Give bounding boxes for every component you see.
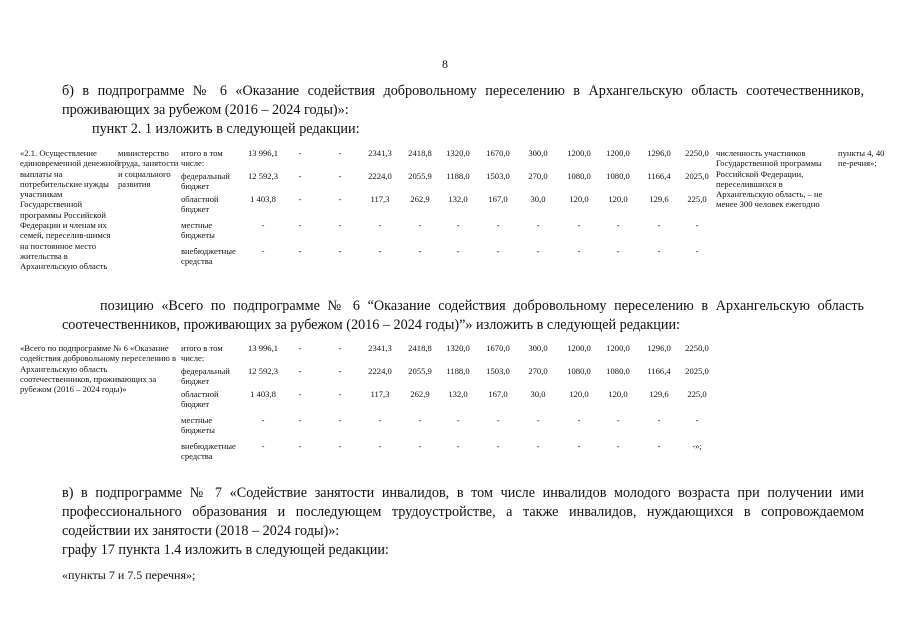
row-cell: - [418,246,422,256]
row-cell: - [496,441,500,451]
row-cell: - [298,366,302,376]
row-label: местные бюджеты [181,220,215,241]
row-label: областной бюджет [181,389,219,410]
row-cell: 1670,0 [486,148,510,158]
row-label: итого в том числе: [181,148,223,169]
row-cell: 30,0 [530,389,546,399]
row-cell: - [616,220,620,230]
row-cell: - [657,246,661,256]
row-total: 12 592,3 [247,366,279,376]
row-cell: - [536,220,540,230]
row-cell: - [456,415,460,425]
row-cell: 2224,0 [368,171,392,181]
row-cell: 1200,0 [606,148,630,158]
row-label: внебюджетные средства [181,246,236,267]
row-cell: - [338,194,342,204]
row-cell: 1080,0 [567,366,591,376]
table1-indicator: численность участников Государственной программы Российской Федерации, переселившихся в Архангельскую область, – не менее 300 человек ежегодно [716,148,823,210]
row-cell: 1080,0 [567,171,591,181]
row-cell: - [378,246,382,256]
row-cell: - [657,441,661,451]
row-total: 1 403,8 [250,389,276,399]
row-cell: 2025,0 [685,171,709,181]
para-b-line1: б) в подпрограмме № 6 «Оказание содействия добровольному переселению в Архангельскую область соотечественников, [62,83,864,99]
row-cell: 1080,0 [606,171,630,181]
row-cell: 1200,0 [567,343,591,353]
row-cell: - [456,220,460,230]
row-cell: - [657,415,661,425]
row-total: - [261,246,265,256]
row-label: местные бюджеты [181,415,215,436]
row-cell: 120,0 [569,389,589,399]
row-total: 1 403,8 [250,194,276,204]
row-cell: - [338,246,342,256]
row-cell: 1320,0 [446,148,470,158]
row-cell: - [616,246,620,256]
row-cell: - [378,415,382,425]
row-cell: 225,0 [687,389,707,399]
row-cell: - [577,441,581,451]
row-cell: - [496,220,500,230]
row-label: областной бюджет [181,194,219,215]
row-cell: 262,9 [410,194,430,204]
row-cell: 270,0 [528,366,548,376]
row-cell: 2341,3 [368,148,392,158]
row-cell: - [577,246,581,256]
row-cell: - [418,220,422,230]
table1-reference: пункты 4, 40 пе-речня»; [838,148,885,169]
row-cell: 2025,0 [685,366,709,376]
row-cell: 1188,0 [446,171,470,181]
row-cell: - [298,148,302,158]
row-cell: - [298,343,302,353]
row-cell: - [496,246,500,256]
row-cell: - [496,415,500,425]
row-cell: - [298,171,302,181]
row-cell: 270,0 [528,171,548,181]
row-cell: - [616,441,620,451]
row-cell: 2224,0 [368,366,392,376]
row-cell: 129,6 [649,389,669,399]
final-quote: «пункты 7 и 7.5 перечня»; [62,568,196,582]
row-cell: 1503,0 [486,171,510,181]
row-cell: - [338,441,342,451]
row-cell: 120,0 [608,194,628,204]
row-cell: 132,0 [448,194,468,204]
para-v-line1: в) в подпрограмме № 7 «Содействие занятости инвалидов, в том числе инвалидов молодого возраста при получении ими [62,485,864,501]
row-cell: - [338,415,342,425]
row-cell: 225,0 [687,194,707,204]
row-cell: 262,9 [410,389,430,399]
row-cell: - [536,441,540,451]
table1-measure-name: «2.1. Осуществление единовременной денежной выплаты на потребительские нужды участникам Государственной программы Российской Федерации и членам их семей, переселив-шимся на постоянное место жительства в Архангельскую область [20,148,120,272]
row-cell: 1296,0 [647,148,671,158]
row-cell: - [338,171,342,181]
row-total: 13 996,1 [247,343,279,353]
para-v-line4: графу 17 пункта 1.4 изложить в следующей редакции: [62,542,389,558]
row-cell: 1296,0 [647,343,671,353]
row-cell: - [338,343,342,353]
row-cell: - [418,415,422,425]
row-cell: 120,0 [608,389,628,399]
row-cell: 1200,0 [567,148,591,158]
row-cell: - [338,389,342,399]
row-cell: -»; [692,441,702,451]
row-cell: - [418,441,422,451]
row-cell: 1200,0 [606,343,630,353]
row-cell: - [695,415,699,425]
row-cell: - [338,220,342,230]
row-total: - [261,415,265,425]
row-cell: - [338,366,342,376]
row-cell: - [536,246,540,256]
row-total: 12 592,3 [247,171,279,181]
para-v-line2: профессионального образования и последующем трудоустройстве, а также инвалидов, нуждающихся в сопровождаемом [62,504,864,520]
row-cell: 2418,8 [408,148,432,158]
row-cell: - [456,441,460,451]
row-cell: 2250,0 [685,148,709,158]
row-cell: - [456,246,460,256]
row-cell: 120,0 [569,194,589,204]
row-cell: 129,6 [649,194,669,204]
page-number: 8 [442,57,448,71]
row-total: - [261,441,265,451]
row-cell: 30,0 [530,194,546,204]
row-cell: - [536,415,540,425]
table2-total-label: «Всего по подпрограмме № 6 «Оказание содействия добровольному переселению в Архангельскую область соотечественников, проживающих за рубежом (2016 – 2024 годы)» [20,343,177,395]
row-cell: 2055,9 [408,366,432,376]
row-cell: - [298,194,302,204]
row-cell: 167,0 [488,389,508,399]
row-cell: 1320,0 [446,343,470,353]
row-total: - [261,220,265,230]
row-cell: - [577,220,581,230]
row-cell: 300,0 [528,148,548,158]
row-cell: - [378,441,382,451]
row-cell: - [298,389,302,399]
row-cell: - [298,415,302,425]
para-b-line2: проживающих за рубежом (2016 – 2024 годы)»: [62,102,349,118]
row-cell: 1080,0 [606,366,630,376]
row-cell: - [298,220,302,230]
row-label: федеральный бюджет [181,366,230,387]
row-cell: 2250,0 [685,343,709,353]
row-cell: 2418,8 [408,343,432,353]
row-cell: 1188,0 [446,366,470,376]
row-cell: 117,3 [370,194,390,204]
para-pos-line2: соотечественников, проживающих за рубежом (2016 – 2024 годы)”» изложить в следующей редакции: [62,317,680,333]
para-pos-line1: позицию «Всего по подпрограмме № 6 “Оказание содействия добровольному переселению в Архангельскую область [100,298,864,314]
para-b-line3: пункт 2. 1 изложить в следующей редакции: [92,121,360,137]
row-cell: - [657,220,661,230]
row-cell: 2055,9 [408,171,432,181]
row-cell: 1670,0 [486,343,510,353]
row-cell: 1166,4 [647,171,671,181]
para-v-line3: содействии их занятости (2018 – 2024 годы)»: [62,523,340,539]
row-cell: 1503,0 [486,366,510,376]
row-cell: 117,3 [370,389,390,399]
row-label: итого в том числе: [181,343,223,364]
table1-responsible: министерство труда, занятости и социального развития [118,148,179,189]
row-label: федеральный бюджет [181,171,230,192]
row-cell: - [695,220,699,230]
row-cell: - [616,415,620,425]
row-cell: 167,0 [488,194,508,204]
row-cell: 2341,3 [368,343,392,353]
row-cell: - [577,415,581,425]
row-cell: 1166,4 [647,366,671,376]
row-cell: 132,0 [448,389,468,399]
row-cell: 300,0 [528,343,548,353]
row-cell: - [378,220,382,230]
row-cell: - [695,246,699,256]
row-label: внебюджетные средства [181,441,236,462]
row-total: 13 996,1 [247,148,279,158]
row-cell: - [338,148,342,158]
row-cell: - [298,246,302,256]
row-cell: - [298,441,302,451]
